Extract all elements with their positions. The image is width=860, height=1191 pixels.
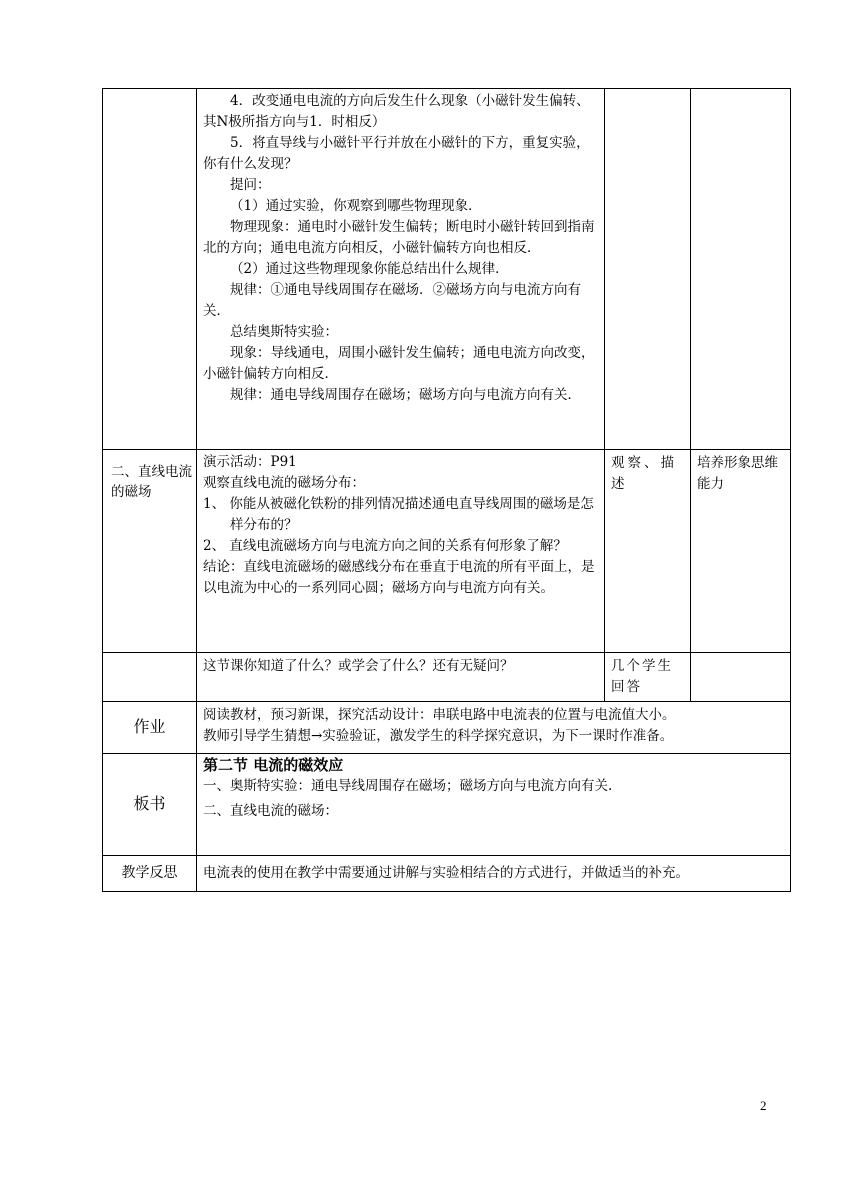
summary-question: 这节课你知道了什么？或学会了什么？还有无疑问？: [203, 658, 514, 674]
label-cell: [103, 856, 197, 892]
homework-content-cell: [197, 702, 791, 754]
table-row: [103, 856, 791, 892]
activity-cell-empty: [605, 89, 691, 450]
question-item-1: 1、 你能从被磁化铁粉的排列情况描述通电直导线周围的磁场是怎样分布的？: [203, 496, 594, 533]
intent-cell-empty: [691, 89, 791, 450]
content-cell-summary: [197, 653, 605, 702]
label-cell-empty: [103, 89, 197, 450]
table-row: [103, 754, 791, 856]
homework-label: 作业: [133, 717, 166, 736]
table-row: [103, 702, 791, 754]
label-cell-empty: [103, 653, 197, 702]
content-cell-straight-current: [197, 450, 605, 653]
activity-cell: [605, 653, 691, 702]
lesson-plan-table: [102, 88, 791, 892]
activity-cell: [605, 450, 691, 653]
blackboard-content-cell: [197, 754, 791, 856]
step-5: 5．将直导线与小磁针平行并放在小磁针的下方，重复实验，你有什么发现？: [203, 135, 590, 172]
blackboard-label: 板书: [133, 794, 166, 813]
intent-cell: [691, 450, 791, 653]
design-intent: 培养形象思维能力: [697, 455, 778, 492]
summary-heading: 总结奥斯特实验：: [230, 324, 338, 340]
reflection-content-cell: [197, 856, 791, 892]
content-cell-oersted: [197, 89, 605, 450]
reflection-label: 教学反思: [121, 865, 178, 881]
table-row: [103, 653, 791, 702]
student-activity: 观察、描述: [611, 455, 677, 492]
summary-phenomenon: 现象：导线通电，周围小磁针发生偏转；通电电流方向改变，小磁针偏转方向相反．: [203, 345, 595, 382]
homework-line-2: 教师引导学生猜想→实验验证，激发学生的科学探究意识，为下一课时作准备。: [203, 728, 674, 744]
summary-rule: 规律：通电导线周围存在磁场；磁场方向与电流方向有关．: [230, 387, 581, 403]
blackboard-line-2: 二、直线电流的磁场：: [203, 803, 338, 819]
question-item-2: 2、 直线电流磁场方向与电流方向之间的关系有何形象了解？: [203, 538, 567, 554]
intent-cell-empty: [691, 653, 791, 702]
label-cell: [103, 754, 197, 856]
question-2: （2）通过这些物理现象你能总结出什么规律．: [230, 261, 509, 277]
blackboard-title: 第二节 电流的磁效应: [203, 756, 344, 774]
rule-text: 规律：①通电导线周围存在磁场．②磁场方向与电流方向有关．: [203, 282, 581, 319]
question-1: （1）通过实验，你观察到哪些物理现象．: [230, 198, 482, 214]
step-4: 4．改变通电电流的方向后发生什么现象（小磁针发生偏转、其N极所指方向与1．时相反）: [203, 93, 590, 130]
demo-activity: 演示活动：P91: [203, 454, 297, 470]
reflection-text: 电流表的使用在教学中需要通过讲解与实验相结合的方式进行，并做适当的补充。: [203, 865, 689, 881]
phenomenon-text: 物理现象：通电时小磁针发生偏转；断电时小磁针转回到指南北的方向；通电电流方向相反，小磁针偏转方向也相反．: [203, 219, 595, 256]
student-response: 几个学生回答: [611, 658, 673, 695]
section-label: 二、直线电流的磁场: [111, 464, 192, 500]
label-cell: [103, 450, 197, 653]
table-row: [103, 450, 791, 653]
conclusion-text: 结论：直线电流磁场的磁感线分布在垂直于电流的所有平面上，是以电流为中心的一系列同心圆；磁场方向与电流方向有关。: [203, 559, 595, 596]
homework-line-1: 阅读教材，预习新课，探究活动设计：串联电路中电流表的位置与电流值大小。: [203, 707, 676, 723]
question-heading: 提问：: [230, 177, 271, 193]
table-row: [103, 89, 791, 450]
page-number: 2: [760, 1098, 767, 1113]
blackboard-line-1: 一、奥斯特实验：通电导线周围存在磁场；磁场方向与电流方向有关.: [203, 778, 613, 794]
observe-line: 观察直线电流的磁场分布：: [203, 475, 365, 491]
label-cell: [103, 702, 197, 754]
